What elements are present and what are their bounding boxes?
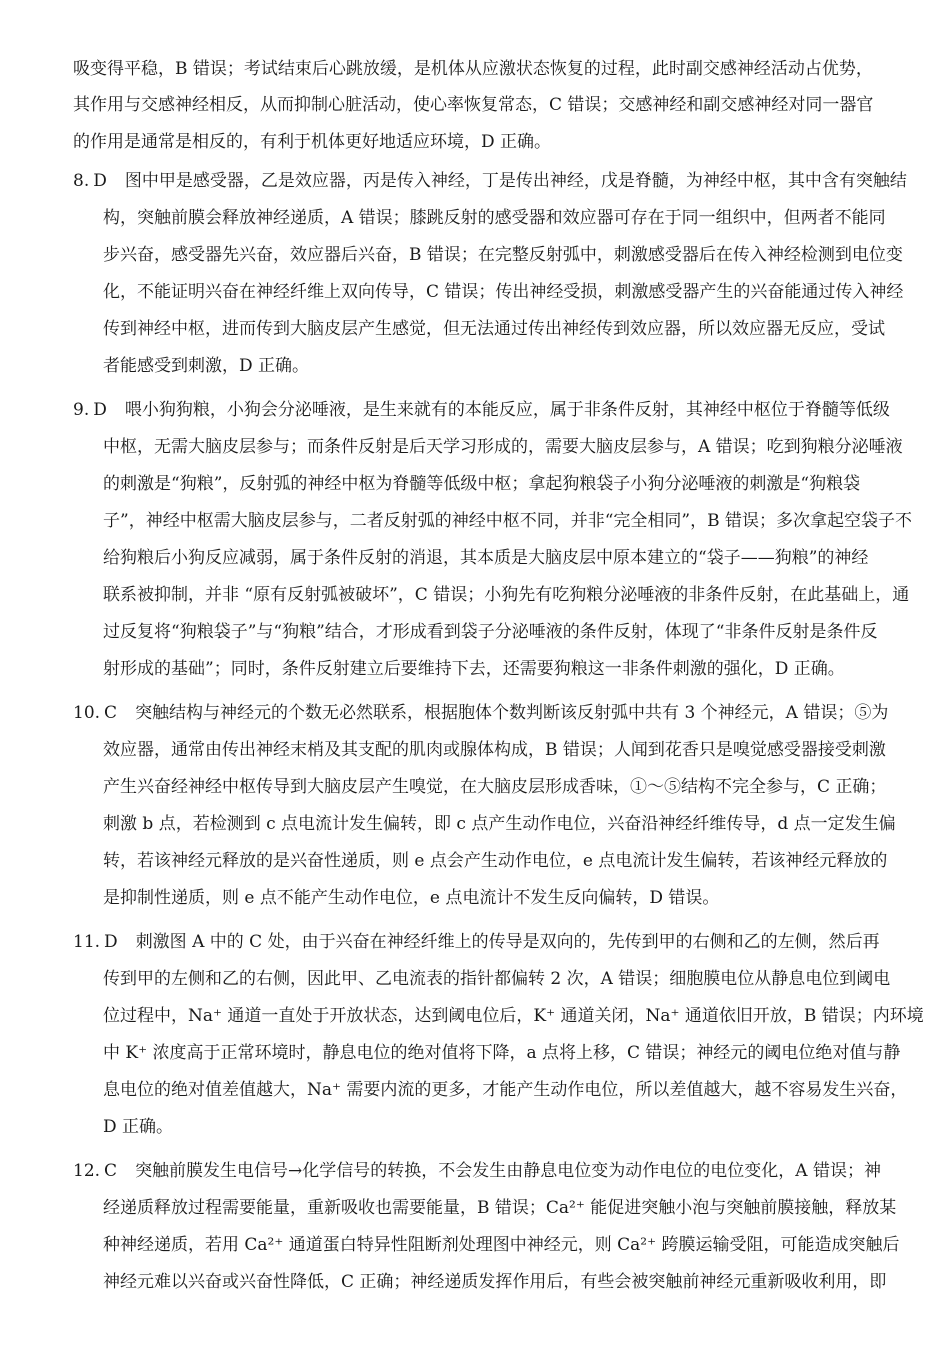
text-line: 转，若该神经元释放的是兴奋性递质，则 e 点会产生动作电位，e 点电流计发生偏转，若该神经元释放的: [103, 851, 888, 871]
text-line: 化，不能证明兴奋在神经纤维上双向传导，C 错误；传出神经受损，刺激感受器产生的兴奋能通过传入神经: [103, 282, 904, 302]
item-number: 9.: [73, 400, 90, 420]
text-line: 中 K⁺ 浓度高于正常环境时，静息电位的绝对值将下降，a 点将上移，C 错误；神经元的阈电位绝对值与静: [103, 1043, 901, 1063]
text-line: [73, 698, 935, 728]
text-line: 经递质释放过程需要能量，重新吸收也需要能量，B 错误；Ca²⁺ 能促进突触小泡与突触前膜接触，释放某: [103, 1198, 897, 1218]
text-line: 吸变得平稳，B 错误；考试结束后心跳放缓，是机体从应激状态恢复的过程，此时副交感神经活动占优势，: [73, 59, 873, 79]
text-line: 位过程中，Na⁺ 通道一直处于开放状态，达到阈电位后，K⁺ 通道关闭，Na⁺ 通道依旧开放，B 错误；内环境: [103, 1006, 924, 1026]
text-line: 息电位的绝对值差值越大，Na⁺ 需要内流的更多，才能产生动作电位，所以差值越大，越不容易发生兴奋，: [103, 1080, 908, 1100]
text-line: 步兴奋，感受器先兴奋，效应器后兴奋，B 错误；在完整反射弧中，刺激感受器后在传入神经检测到电位变: [103, 245, 903, 265]
text-line: 种神经递质，若用 Ca²⁺ 通道蛋白特异性阻断剂处理图中神经元，则 Ca²⁺ 跨膜运输受阻，可能造成突触后: [103, 1235, 900, 1255]
text-segment: 突触前膜发生电信号→化学信号的转换，不会发生由静息电位变为动作电位的电位变化，A 错误；神: [135, 1161, 881, 1181]
text-segment: 突触结构与神经元的个数无必然联系，根据胞体个数判断该反射弧中共有 3 个神经元，A 错误；⑤为: [135, 703, 889, 723]
answer-letter: D: [93, 171, 107, 191]
text-line: [73, 166, 935, 196]
text-line: 给狗粮后小狗反应减弱，属于条件反射的消退，其本质是大脑皮层中原本建立的“袋子——狗粮”的神经: [103, 548, 869, 568]
text-line: 联系被抑制，并非 “原有反射弧被破坏”，C 错误；小狗先有吃狗粮分泌唾液的非条件反射，在此基础上，通: [103, 585, 910, 605]
answer-letter: D: [93, 400, 107, 420]
item-number: 12.: [73, 1161, 101, 1181]
text-line: 产生兴奋经神经中枢传导到大脑皮层产生嗅觉，在大脑皮层形成香味，①～⑤结构不完全参与，C 正确；: [103, 777, 887, 797]
answer-letter: C: [104, 1161, 118, 1181]
text-segment: 图中甲是感受器，乙是效应器，丙是传入神经，丁是传出神经，戊是脊髓，为神经中枢，其中含有突触结: [124, 171, 907, 191]
item-number: 11.: [73, 932, 101, 952]
text-line: 者能感受到刺激，D 正确。: [103, 356, 310, 376]
text-line: 射形成的基础”；同时，条件反射建立后要维持下去，还需要狗粮这一非条件刺激的强化，D 正确。: [103, 659, 845, 679]
text-line: 传到甲的左侧和乙的右侧，因此甲、乙电流表的指针都偏转 2 次，A 错误；细胞膜电位从静息电位到阈电: [103, 969, 891, 989]
text-line: 的作用是通常是相反的，有利于机体更好地适应环境，D 正确。: [73, 132, 552, 152]
text-line: 的刺激是“狗粮”，反射弧的神经中枢为脊髓等低级中枢；拿起狗粮袋子小狗分泌唾液的刺激是“狗粮袋: [103, 474, 861, 494]
text-line: 是抑制性递质，则 e 点不能产生动作电位，e 点电流计不发生反向偏转，D 错误。: [103, 888, 720, 908]
text-line: 中枢，无需大脑皮层参与；而条件反射是后天学习形成的，需要大脑皮层参与，A 错误；吃到狗粮分泌唾液: [103, 437, 903, 457]
text-line: 效应器，通常由传出神经末梢及其支配的肌肉或腺体构成，B 错误；人闻到花香只是嗅觉感受器接受刺激: [103, 740, 886, 760]
text-line: D 正确。: [103, 1117, 174, 1137]
text-line: 传到神经中枢，进而传到大脑皮层产生感觉，但无法通过传出神经传到效应器，所以效应器无反应，受试: [103, 319, 885, 339]
text-line: 其作用与交感神经相反，从而抑制心脏活动，使心率恢复常态，C 错误；交感神经和副交感神经对同一器官: [73, 95, 874, 115]
answer-letter: C: [104, 703, 118, 723]
text-line: [73, 395, 935, 425]
text-segment: 喂小狗狗粮，小狗会分泌唾液，是生来就有的本能反应，属于非条件反射，其神经中枢位于脊髓等低级: [124, 400, 890, 420]
item-number: 10.: [73, 703, 101, 723]
text-line: 构，突触前膜会释放神经递质，A 错误；膝跳反射的感受器和效应器可存在于同一组织中，但两者不能同: [103, 208, 886, 228]
text-line: [73, 927, 935, 957]
text-line: 子”，神经中枢需大脑皮层参与，二者反射弧的神经中枢不同，并非“完全相同”，B 错误；多次拿起空袋子不: [103, 511, 912, 531]
text-line: [73, 1156, 935, 1186]
text-line: 过反复将“狗粮袋子”与“狗粮”结合，才形成看到袋子分泌唾液的条件反射，体现了“非条件反射是条件反: [103, 622, 878, 642]
text-line: 神经元难以兴奋或兴奋性降低，C 正确；神经递质发挥作用后，有些会被突触前神经元重新吸收利用，即: [103, 1272, 887, 1292]
text-line: 刺激 b 点，若检测到 c 点电流计发生偏转，即 c 点产生动作电位，兴奋沿神经纤维传导，d 点一定发生偏: [103, 814, 896, 834]
text-segment: 刺激图 A 中的 C 处，由于兴奋在神经纤维上的传导是双向的，先传到甲的右侧和乙的左侧，然后再: [135, 932, 880, 952]
item-number: 8.: [73, 171, 90, 191]
answer-letter: D: [104, 932, 118, 952]
